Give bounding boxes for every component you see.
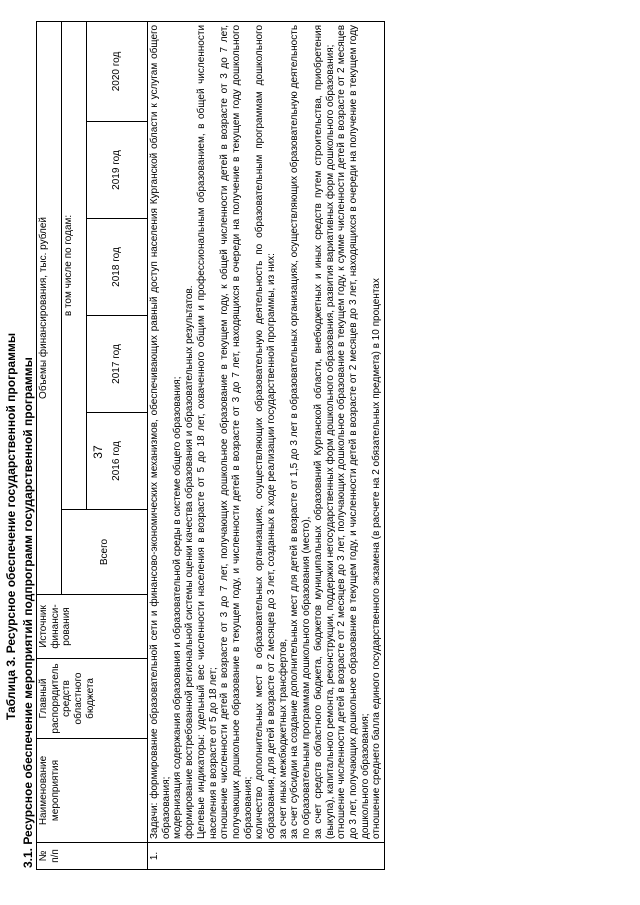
header-year: 2020 год — [87, 21, 148, 121]
row-line: за счет субсидии на создание дополнительных мест для детей в возрасте от 1,5 до 3 лет в образовательных организациях, осуществляющих образовательную деятельность по образовательным программам дошкольного образования (место), — [289, 24, 313, 839]
row-line: за счет иных межбюджетных трансфертов, — [277, 638, 289, 839]
row-line: отношение среднего балла единого государственного экзамена (в расчете на 2 обязательных предмета) в 10 процентах — [371, 278, 383, 839]
row-num: 1. — [148, 843, 385, 870]
header-by-years: в том числе по годам: — [62, 21, 87, 509]
row-description — [148, 21, 385, 842]
table-row — [148, 21, 385, 869]
row-line: отношение численности детей в возрасте от 2 месяцев до 3 лет, получающих дошкольное образование в текущем году, к сумме численности детей в возрасте от 2 месяцев до 3 лет, получающих дошкольное образование в текущем году, и численности детей в возрасте от 2 месяцев до 3 лет, находящихся в очереди на получение в текущем году дошкольного образования; — [336, 24, 371, 839]
page-number: 37 — [91, 445, 105, 459]
rotated-page-content — [2, 22, 482, 870]
header-year: 2017 год — [87, 316, 148, 413]
header-row-1 — [37, 21, 62, 869]
row-line: модернизация содержания образования и образовательной среды в системе общего образования; — [172, 376, 184, 839]
row-line: Целевые индикаторы: удельный вес численности населения в возрасте от 5 до 18 лет, охваченного общим и профессиональным образованием, в общей численности населения в возрасте от 5 до 18 лет; — [195, 24, 219, 839]
header-total: Всего — [62, 510, 148, 595]
header-year: 2016 год — [87, 413, 148, 510]
row-line: формирование востребованной региональной системы оценки качества образования и образовательных результатов. — [184, 285, 196, 839]
row-line: количество дополнительных мест в образовательных организациях, осуществляющих образовательную деятельность по образовательным программам дошкольного образования, для детей в возрасте от 2 месяцев до 3 лет, созданных в ходе реализации государственной программы, из них: — [254, 24, 278, 839]
header-num: № п/п — [37, 843, 148, 870]
header-volume: Объемы финансирования, тыс. рублей — [37, 21, 62, 594]
header-source: Источник финанси-рования — [37, 595, 148, 659]
resource-table — [36, 21, 385, 870]
header-year: 2018 год — [87, 219, 148, 316]
row-line: за счет средств областного бюджета, бюджетов муниципальных образований Курганской области, внебюджетных и иных средств путем строительства, приобретения (выкупа), капитального ремонта, реконструкции, поддержки негосударственных форм дошкольного образования, развития вариативных форм дошкольного образования; — [312, 24, 336, 839]
section-title: 3.1. Ресурсное обеспечение мероприятий подпрограмм государственной программы — [21, 357, 35, 868]
header-year: 2019 год — [87, 122, 148, 219]
header-name: Наименование мероприятия — [37, 739, 148, 843]
row-line: Задачи: формирование образовательной сети и финансово-экономических механизмов, обеспечивающих равный доступ населения Курганской области к услугам общего образования; — [149, 24, 172, 839]
row-line: отношение численности детей в возрасте от 3 до 7 лет, получающих дошкольное образование в текущем году, к общей численности детей в возрасте от 3 до 7 лет, получающих дошкольное образование в текущем году, и численности детей в возрасте от 3 до 7 лет, находящихся в очереди на получение в текущем году дошкольного образования; — [219, 24, 254, 839]
header-manager: Главный распорядитель средств областного бюджета — [37, 659, 148, 739]
table-title: Таблица 3. Ресурсное обеспечение государственной программы — [4, 332, 18, 720]
